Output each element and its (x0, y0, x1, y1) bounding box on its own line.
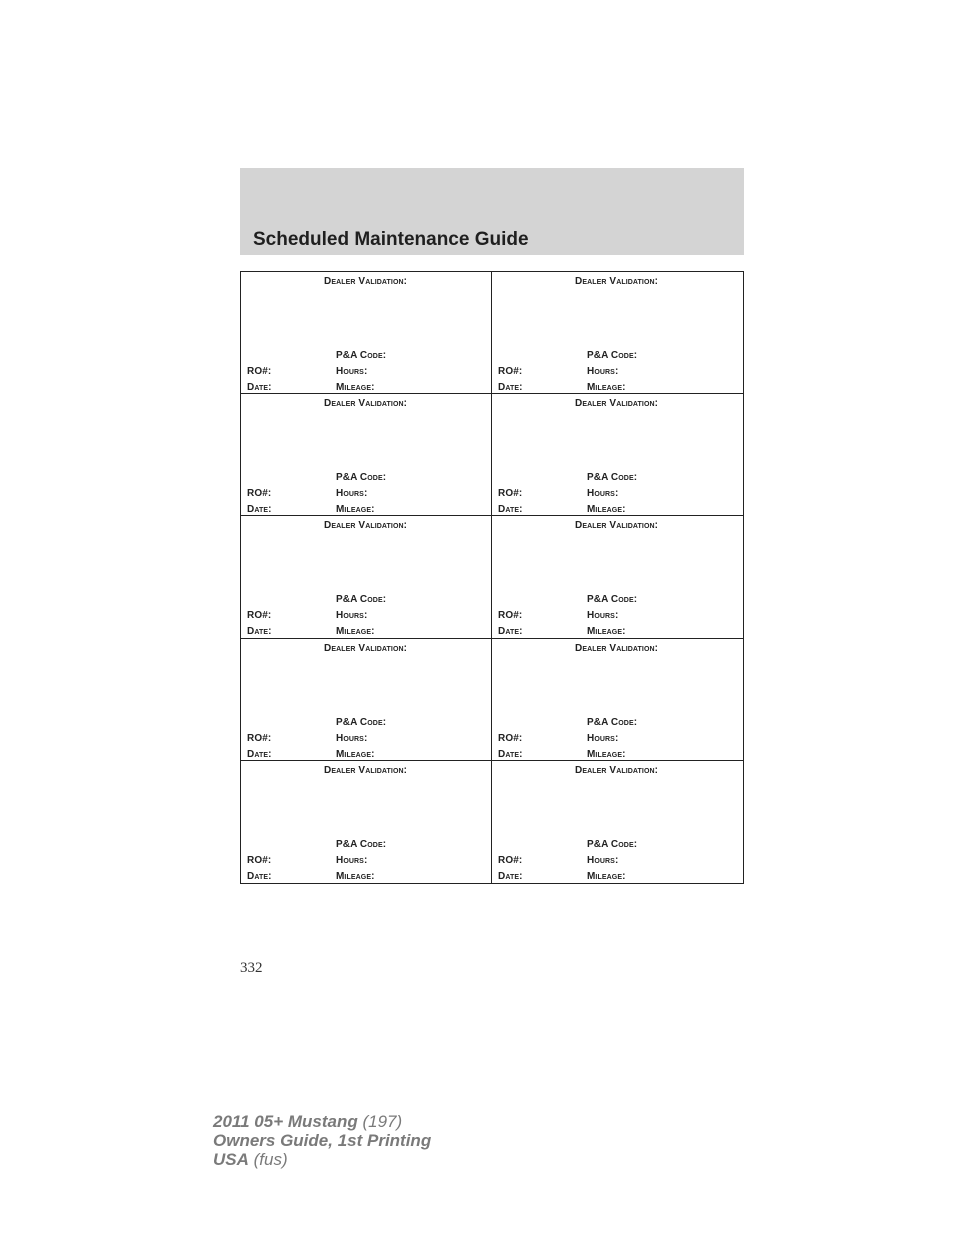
date-label: Date: (247, 382, 272, 393)
validation-cell (241, 516, 492, 638)
mileage-label: Mileage: (336, 382, 375, 393)
dealer-validation-label: Dealer Validation: (575, 642, 659, 654)
pa-code-label: P&A Code: (336, 838, 387, 850)
ro-label: RO#: (498, 366, 523, 377)
validation-cell (492, 761, 743, 883)
ro-label: RO#: (498, 732, 523, 744)
validation-cell (492, 639, 743, 761)
date-label: Date: (498, 626, 523, 638)
ro-label: RO#: (498, 854, 523, 866)
mileage-label: Mileage: (587, 870, 626, 882)
validation-cell (241, 761, 492, 883)
footer-market: USA (213, 1150, 249, 1169)
date-label: Date: (247, 748, 272, 760)
pa-code-label: P&A Code: (336, 716, 387, 728)
dealer-validation-label: Dealer Validation: (324, 642, 408, 654)
hours-label: Hours: (587, 366, 619, 377)
hours-label: Hours: (587, 854, 619, 866)
hours-label: Hours: (587, 610, 619, 622)
validation-cell (241, 394, 492, 516)
hours-label: Hours: (587, 488, 619, 500)
pa-code-label: P&A Code: (336, 350, 387, 361)
validation-cell (241, 272, 492, 394)
hours-label: Hours: (587, 732, 619, 744)
mileage-label: Mileage: (587, 382, 626, 393)
mileage-label: Mileage: (336, 870, 375, 882)
dealer-validation-label: Dealer Validation: (324, 764, 408, 776)
ro-label: RO#: (247, 488, 272, 500)
header-band (240, 168, 744, 255)
footer-edition: Owners Guide, 1st Printing (213, 1131, 432, 1150)
dealer-validation-label: Dealer Validation: (575, 276, 659, 287)
date-label: Date: (498, 382, 523, 393)
validation-cell (492, 272, 743, 394)
mileage-label: Mileage: (336, 748, 375, 760)
dealer-validation-label: Dealer Validation: (324, 276, 408, 287)
pa-code-label: P&A Code: (587, 472, 638, 484)
date-label: Date: (247, 504, 272, 516)
date-label: Date: (247, 626, 272, 638)
page-title: Scheduled Maintenance Guide (253, 229, 529, 250)
footer-model: 2011 05+ Mustang (213, 1112, 358, 1131)
dealer-validation-label: Dealer Validation: (575, 520, 659, 532)
hours-label: Hours: (336, 366, 368, 377)
mileage-label: Mileage: (336, 504, 375, 516)
mileage-label: Mileage: (587, 748, 626, 760)
date-label: Date: (498, 504, 523, 516)
pa-code-label: P&A Code: (336, 594, 387, 606)
dealer-validation-grid (240, 271, 744, 884)
mileage-label: Mileage: (587, 626, 626, 638)
dealer-validation-label: Dealer Validation: (575, 398, 659, 410)
pa-code-label: P&A Code: (336, 472, 387, 484)
ro-label: RO#: (498, 488, 523, 500)
hours-label: Hours: (336, 610, 368, 622)
pa-code-label: P&A Code: (587, 594, 638, 606)
validation-cell (492, 394, 743, 516)
mileage-label: Mileage: (336, 626, 375, 638)
validation-cell (492, 516, 743, 638)
pa-code-label: P&A Code: (587, 716, 638, 728)
mileage-label: Mileage: (587, 504, 626, 516)
footer-line-2 (213, 1131, 431, 1150)
ro-label: RO#: (247, 366, 272, 377)
date-label: Date: (498, 870, 523, 882)
page-number: 332 (240, 960, 263, 976)
dealer-validation-label: Dealer Validation: (575, 764, 659, 776)
date-label: Date: (247, 870, 272, 882)
footer-line-3 (213, 1150, 431, 1169)
print-footer (213, 1112, 431, 1169)
ro-label: RO#: (247, 854, 272, 866)
ro-label: RO#: (498, 610, 523, 622)
date-label: Date: (498, 748, 523, 760)
validation-cell (241, 639, 492, 761)
footer-model-code: (197) (357, 1112, 403, 1131)
pa-code-label: P&A Code: (587, 838, 638, 850)
pa-code-label: P&A Code: (587, 350, 638, 361)
footer-line-1 (213, 1112, 431, 1131)
dealer-validation-label: Dealer Validation: (324, 398, 408, 410)
ro-label: RO#: (247, 732, 272, 744)
ro-label: RO#: (247, 610, 272, 622)
hours-label: Hours: (336, 488, 368, 500)
hours-label: Hours: (336, 854, 368, 866)
hours-label: Hours: (336, 732, 368, 744)
footer-market-code: (fus) (248, 1150, 288, 1169)
dealer-validation-label: Dealer Validation: (324, 520, 408, 532)
